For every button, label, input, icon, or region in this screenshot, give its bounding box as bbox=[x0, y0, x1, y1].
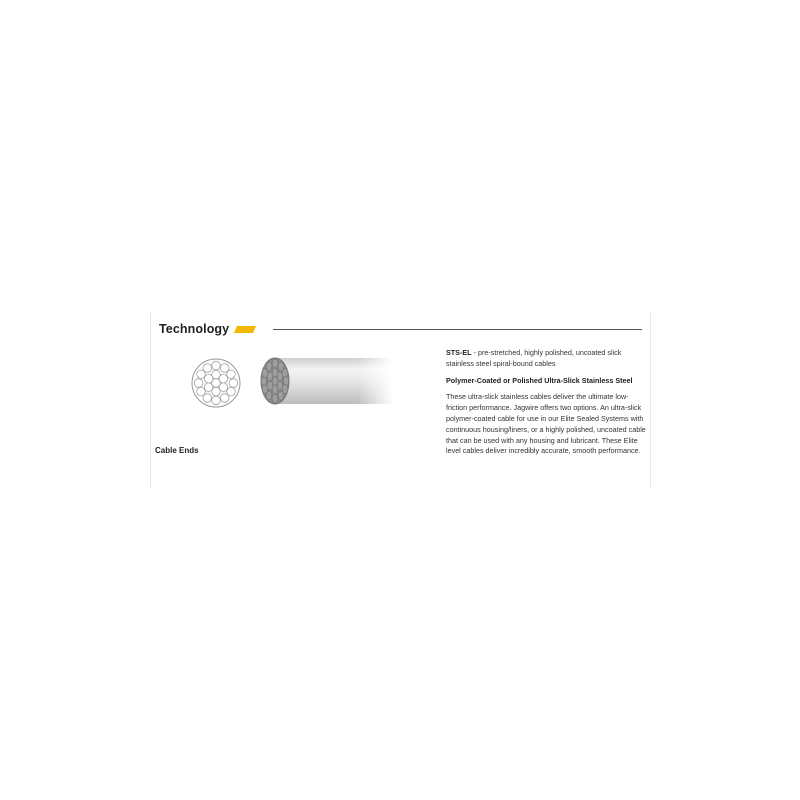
spec-label: STS-EL bbox=[446, 348, 472, 357]
section-divider bbox=[273, 329, 642, 330]
spec-line bbox=[446, 348, 646, 370]
cable-side-view-icon bbox=[259, 355, 393, 407]
section-title: Technology bbox=[159, 322, 230, 336]
cable-ends-caption: Cable Ends bbox=[155, 446, 199, 455]
spec-text: - pre-stretched, highly polished, uncoated slick stainless steel spiral-bound cables bbox=[446, 348, 622, 368]
description-block bbox=[446, 348, 646, 457]
technology-panel bbox=[150, 312, 651, 488]
accent-tag-icon bbox=[234, 326, 256, 333]
description-heading: Polymer-Coated or Polished Ultra-Slick Stainless Steel bbox=[446, 375, 633, 385]
description-body: These ultra-slick stainless cables deliver the ultimate low-friction performance. Jagwire offers two options. An ultra-slick polymer-coated cable for use in our Elite Sealed Systems with continuous housing/liners, or a highly polished, uncoated cable that can be used with any housing and lubricant. These Elite level cables deliver incredibly accurate, smooth performance. bbox=[446, 392, 646, 456]
cable-cross-section-icon bbox=[190, 357, 242, 409]
